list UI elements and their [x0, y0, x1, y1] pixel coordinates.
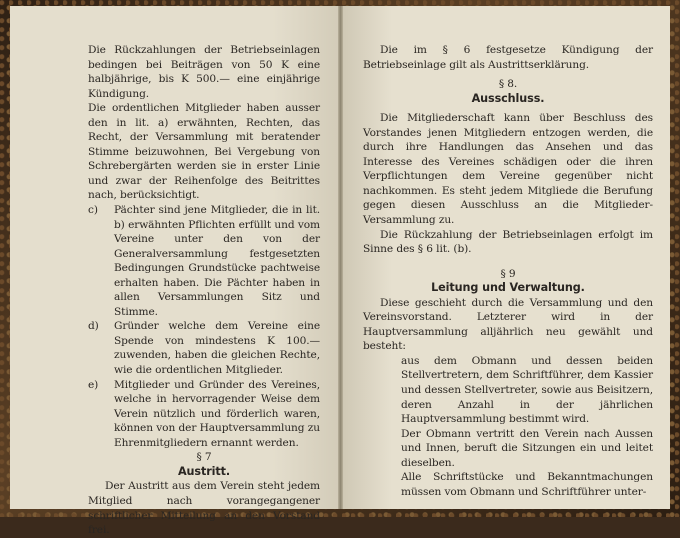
section-8-title: Ausschluss.: [471, 91, 545, 105]
paragraph-termination: Die im § 6 festgesetze Kündigung der Betriebseinlage gilt als Austrittserklärung.: [363, 44, 653, 71]
list-label: e): [88, 378, 99, 391]
list-text: Mitglieder und Gründer des Vereines, welche in hervorragender Weise dem Verein nützlich und förderlich waren, können von der Hauptversammlung zu Ehrenmitgliedern ernannt werden.: [114, 378, 320, 449]
left-page: [10, 6, 338, 537]
list-label: d): [88, 320, 99, 333]
right-page-text: [363, 43, 653, 499]
list-item-d: [88, 319, 320, 377]
section-9-title: Leitung und Verwaltung.: [431, 281, 585, 295]
section-9-subparagraph-chairman: Der Obmann vertritt den Verein nach Aussen und Innen, beruft die Sitzungen ein und leitet dieselben.: [401, 427, 653, 469]
section-7-title: Austritt.: [177, 464, 231, 478]
section-8-text: Die Mitgliederschaft kann über Beschluss des Vorstandes jenen Mitgliedern entzogen werden, die durch ihre Handlungen das Ansehen und das Interesse des Vereines schädigen oder die ihren Verpflichtungen dem Vereine gegenüber nicht nachkommen. Es steht jedem Mitgliede die Berufung gegen diesen Ausschluss an die Mitglieder-Versammlung zu.: [363, 112, 653, 227]
paragraph-ordinary-members: Die ordentlichen Mitglieder haben ausser den in lit. a) erwähnten, Rechten, das Recht, der Versammlung mit beratender Stimme beizuwohnen, Bei Vergebung von Schrebergärten werden sie in erster Linie und zwar der Reihenfolge des Beitrittes nach, berücksichtigt.: [88, 102, 320, 202]
list-item-c: [88, 203, 320, 319]
section-7-text: Der Austritt aus dem Verein steht jedem Mitglied nach vorangegangener schriftlicher Mitteilung an den Vorstand frei.: [88, 480, 320, 537]
list-text: Pächter sind jene Mitglieder, die in lit. b) erwähnten Pflichten erfüllt und vom Vereine unter den von der Generalversammlung festgesetzten Bedingungen Grundstücke pachtweise erhalten haben. Die Pächter haben in allen Versammlungen Sitz und Stimme.: [114, 204, 320, 318]
section-8-number: § 8.: [498, 78, 518, 91]
list-text: Gründer welche dem Vereine eine Spende von mindestens K 100.— zuwenden, haben die gleichen Rechte, wie die ordentlichen Mitglieder.: [114, 320, 320, 377]
left-page-text: [88, 43, 320, 538]
section-9-number: § 9: [500, 267, 516, 280]
section-9-subparagraph-documents: Alle Schriftstücke und Bekanntmachungen müssen vom Obmann und Schriftführer unter-: [401, 471, 653, 498]
section-9-text: Diese geschieht durch die Versammlung und den Vereinsvorstand. Letzterer wird in der Hauptversammlung alljährlich neu gewählt und besteht:: [363, 296, 653, 353]
list-item-e: [88, 378, 320, 451]
section-9-subparagraph-board: aus dem Obmann und dessen beiden Stellvertretern, dem Schriftführer, dem Kassier und dessen Stellvertreter, sowie aus Beisitzern, deren Anzahl in der jährlichen Hauptversammlung bestimmt wird.: [401, 354, 653, 426]
paragraph-repayment: Die Rückzahlungen der Betriebseinlagen bedingen bei Beiträgen von 50 K eine halbjährige, bis K 500.— eine einjährige Kündigung.: [88, 44, 320, 100]
section-7-number: § 7: [196, 451, 212, 464]
right-page: [343, 6, 670, 509]
section-8-text-2: Die Rückzahlung der Betriebseinlagen erfolgt im Sinne des § 6 lit. (b).: [363, 228, 653, 256]
list-label: c): [88, 204, 98, 217]
